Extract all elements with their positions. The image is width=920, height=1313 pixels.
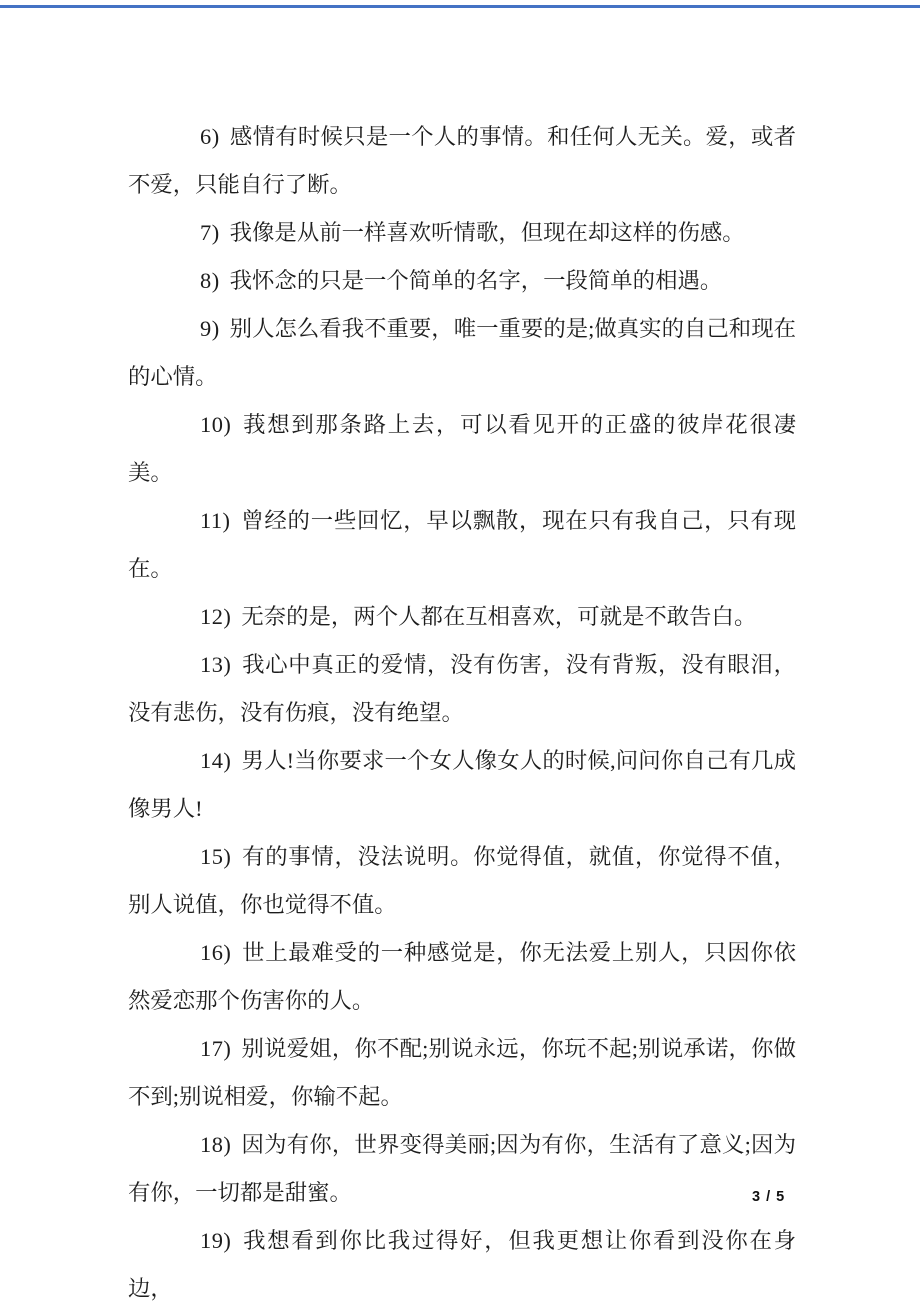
list-item: [128, 113, 796, 209]
list-item-text: 曾经的一些回忆，早以飘散，现在只有我自己，只有现在。: [128, 508, 796, 581]
list-item: [128, 209, 796, 257]
list-item-number: 16): [200, 940, 232, 965]
list-item-text: 我想看到你比我过得好，但我更想让你看到没你在身边，: [128, 1228, 796, 1301]
list-item-number: 12): [200, 604, 232, 629]
list-item-text: 莪想到那条路上去，可以看见开的正盛的彼岸花很凄美。: [128, 412, 796, 485]
list-item-number: 8): [200, 268, 220, 293]
list-item: [128, 497, 796, 593]
list-item-text: 感情有时候只是一个人的事情。和任何人无关。爱，或者不爱，只能自行了断。: [128, 124, 796, 197]
list-item: [128, 593, 796, 641]
list-item-number: 10): [200, 412, 232, 437]
list-item: [128, 737, 796, 833]
document-page: [128, 113, 796, 1313]
list-item-text: 无奈的是，两个人都在互相喜欢，可就是不敢告白。: [241, 604, 757, 629]
list-item-text: 我心中真正的爱情，没有伤害，没有背叛，没有眼泪，没有悲伤，没有伤痕，没有绝望。: [128, 652, 796, 725]
list-item-text: 我怀念的只是一个简单的名字，一段简单的相遇。: [229, 268, 723, 293]
list-item-number: 13): [200, 652, 232, 677]
list-item-number: 15): [200, 844, 232, 869]
list-item: [128, 401, 796, 497]
page-number-indicator: 3 / 5: [752, 1189, 786, 1205]
list-item-text: 男人!当你要求一个女人像女人的时候,问问你自己有几成像男人!: [128, 748, 796, 821]
list-item: [128, 257, 796, 305]
list-item: [128, 1217, 796, 1313]
list-item: [128, 1025, 796, 1121]
list-item: [128, 1121, 796, 1217]
list-item-text: 别人怎么看我不重要，唯一重要的是;做真实的自己和现在的心情。: [128, 316, 796, 389]
list-item-text: 别说爱姐，你不配;别说永远，你玩不起;别说承诺，你做不到;别说相爱，你输不起。: [128, 1036, 796, 1109]
list-item-number: 6): [200, 124, 220, 149]
list-item-number: 18): [200, 1132, 232, 1157]
list-item-number: 9): [200, 316, 220, 341]
list-item-text: 世上最难受的一种感觉是，你无法爱上别人，只因你依然爱恋那个伤害你的人。: [128, 940, 796, 1013]
list-item: [128, 833, 796, 929]
list-item-number: 19): [200, 1228, 232, 1253]
list-item-number: 14): [200, 748, 232, 773]
list-item: [128, 305, 796, 401]
list-item: [128, 929, 796, 1025]
list-item-text: 因为有你，世界变得美丽;因为有你，生活有了意义;因为有你，一切都是甜蜜。: [128, 1132, 796, 1205]
list-item-text: 有的事情，没法说明。你觉得值，就值，你觉得不值，别人说值，你也觉得不值。: [128, 844, 796, 917]
list-item-number: 7): [200, 220, 220, 245]
page-top-accent-line: [0, 5, 920, 8]
list-item-text: 我像是从前一样喜欢听情歌，但现在却这样的伤感。: [229, 220, 745, 245]
list-item-number: 17): [200, 1036, 232, 1061]
list-item: [128, 641, 796, 737]
list-item-number: 11): [200, 508, 231, 533]
